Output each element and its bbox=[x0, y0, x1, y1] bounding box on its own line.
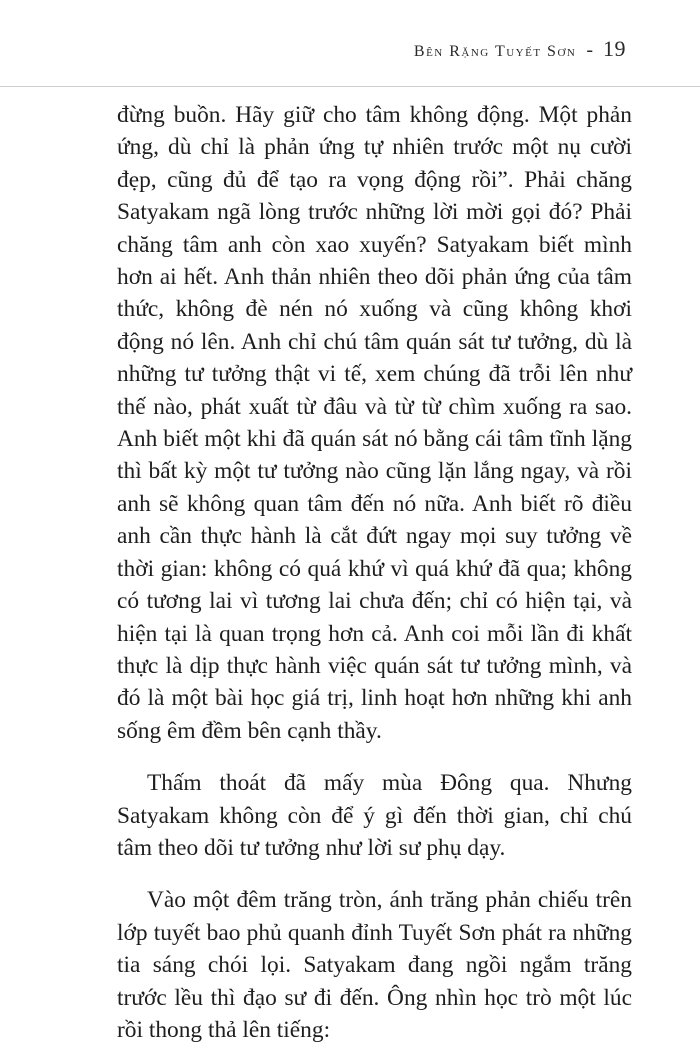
page-number: 19 bbox=[603, 36, 626, 61]
body-text bbox=[117, 99, 632, 1046]
running-header-title: Bên Rặng Tuyết Sơn bbox=[413, 43, 577, 60]
running-header-separator: - bbox=[586, 39, 593, 61]
running-header bbox=[414, 36, 626, 62]
header-divider bbox=[0, 86, 700, 87]
paragraph: Vào một đêm trăng tròn, ánh trăng phản chiếu trên lớp tuyết bao phủ quanh đỉnh Tuyết Sơn phát ra những tia sáng chói lọi. Satyakam đang ngồi ngắm trăng trước lều thì đạo sư đi đến. Ông nhìn học trò một lúc rồi thong thả lên tiếng: bbox=[117, 887, 632, 1043]
paragraph-continued: đừng buồn. Hãy giữ cho tâm không động. Một phản ứng, dù chỉ là phản ứng tự nhiên trước một nụ cười đẹp, cũng đủ để tạo ra vọng động rồi”. Phải chăng Satyakam ngã lòng trước những lời mời gọi đó? Phải chăng tâm anh còn xao xuyến? Satyakam biết mình hơn ai hết. Anh thản nhiên theo dõi phản ứng của tâm thức, không đè nén nó xuống và cũng không khơi động nó lên. Anh chỉ chú tâm quán sát tư tưởng, dù là những tư tưởng thật vi tế, xem chúng đã trỗi lên như thế nào, phát xuất từ đâu và từ từ chìm xuống ra sao. Anh biết một khi đã quán sát nó bằng cái tâm tĩnh lặng thì bất kỳ một tư tưởng nào cũng lặn lắng ngay, và rồi anh sẽ không quan tâm đến nó nữa. Anh biết rõ điều anh cần thực hành là cắt đứt ngay mọi suy tưởng về thời gian: không có quá khứ vì quá khứ đã qua; không có tương lai vì tương lai chưa đến; chỉ có hiện tại, và hiện tại là quan trọng hơn cả. Anh coi mỗi lần đi khất thực là dịp thực hành việc quán sát tư tưởng mình, và đó là một bài học giá trị, linh hoạt hơn những khi anh sống êm đềm bên cạnh thầy. bbox=[117, 102, 632, 744]
paragraph: Thấm thoát đã mấy mùa Đông qua. Nhưng Satyakam không còn để ý gì đến thời gian, chỉ chú tâm theo dõi tư tưởng như lời sư phụ dạy. bbox=[117, 770, 632, 861]
